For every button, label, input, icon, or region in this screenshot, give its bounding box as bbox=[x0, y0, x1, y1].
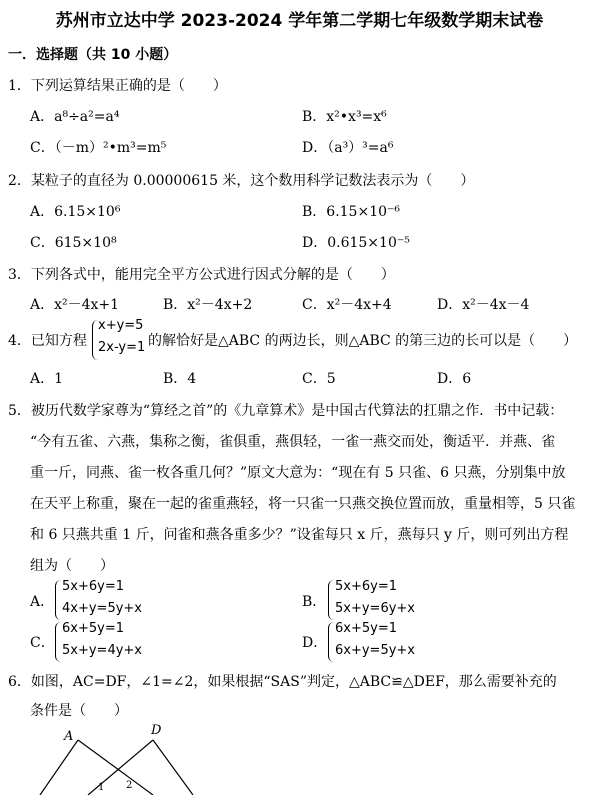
q6-label-angle-2: 2 bbox=[126, 780, 133, 791]
q4-eq2: 2x-y=1 bbox=[98, 340, 146, 355]
q6-label-angle-1: 1 bbox=[98, 782, 105, 793]
q5-b-eq1: 5x+6y=1 bbox=[335, 579, 397, 594]
q5-option-d-label: D． bbox=[302, 635, 328, 651]
q5-line-2: “今有五雀、六燕，集称之衡，雀俱重，燕俱轻，一雀一燕交而处，衡适平．并燕、雀 bbox=[30, 434, 556, 450]
q4-option-d: D．6 bbox=[437, 371, 472, 387]
q3-option-d: D．x²－4x－4 bbox=[437, 297, 530, 313]
q4-option-a: A．1 bbox=[30, 371, 64, 387]
q5-option-c-system bbox=[62, 618, 142, 662]
q5-line-4: 在天平上称重，聚在一起的雀重燕轻，将一只雀一只燕交换位置而放，重量相等，5 只雀 bbox=[30, 496, 576, 512]
q4-stem-pre: 4．已知方程 bbox=[8, 333, 87, 349]
q6-label-a: A bbox=[64, 729, 74, 744]
q5-b-brace bbox=[328, 580, 334, 620]
q5-option-a-label: A． bbox=[30, 594, 55, 610]
q5-line-5: 和 6 只燕共重 1 斤，问雀和燕各重多少？”设雀每只 x 斤，燕每只 y 斤，则可列出方程 bbox=[30, 527, 569, 543]
q3-option-c: C．x²－4x+4 bbox=[302, 297, 392, 313]
q6-segment-ac bbox=[78, 740, 153, 795]
q2-option-b: B．6.15×10⁻⁶ bbox=[302, 204, 401, 220]
q5-line-3: 重一斤，同燕、雀一枚各重几何？”原文大意为：“现在有 5 只雀、6 只燕，分别集中放 bbox=[30, 465, 566, 481]
q3-option-b: B．x²－4x+2 bbox=[163, 297, 253, 313]
q5-a-eq1: 5x+6y=1 bbox=[62, 579, 124, 594]
q4-equation-system bbox=[98, 315, 145, 359]
q1-stem: 1．下列运算结果正确的是（ ） bbox=[8, 78, 227, 94]
q1-option-d: D．（a³）³=a⁶ bbox=[302, 140, 394, 156]
q6-segment-df bbox=[153, 740, 193, 795]
q3-stem: 3．下列各式中，能用完全平方公式进行因式分解的是（ ） bbox=[8, 267, 395, 283]
q1-option-b: B．x²•x³=x⁶ bbox=[302, 109, 387, 125]
q5-option-a-system bbox=[62, 576, 142, 620]
q2-option-d: D．0.615×10⁻⁵ bbox=[302, 235, 410, 251]
q5-option-d-system bbox=[335, 618, 415, 662]
q5-c-eq2: 5x+y=4y+x bbox=[62, 643, 142, 658]
q5-b-eq2: 5x+y=6y+x bbox=[335, 601, 415, 616]
q5-a-eq2: 4x+y=5y+x bbox=[62, 601, 142, 616]
page-title: 苏州市立达中学 2023-2024 学年第二学期七年级数学期末试卷 bbox=[55, 11, 544, 31]
q4-stem-post: 的解恰好是△ABC 的两边长，则△ABC 的第三边的长可以是（ ） bbox=[148, 333, 578, 349]
q4-option-b: B．4 bbox=[163, 371, 197, 387]
section-heading: 一．选择题（共 10 小题） bbox=[8, 47, 178, 63]
q6-triangle-figure bbox=[28, 722, 208, 795]
q5-a-brace bbox=[55, 580, 61, 620]
q2-option-a: A．6.15×10⁶ bbox=[30, 204, 121, 220]
q5-line-1: 5．被历代数学家尊为“算经之首”的《九章算术》是中国古代算法的扛鼎之作．书中记载： bbox=[8, 403, 564, 419]
q2-stem: 2．某粒子的直径为 0.00000615 米，这个数用科学记数法表示为（ ） bbox=[8, 173, 475, 189]
q6-label-d: D bbox=[151, 723, 162, 738]
q1-option-a: A．a⁸÷a²=a⁴ bbox=[30, 109, 120, 125]
q1-option-c: C．（－m）²•m³=m⁵ bbox=[30, 140, 167, 156]
q4-option-c: C．5 bbox=[302, 371, 336, 387]
q5-c-eq1: 6x+5y=1 bbox=[62, 621, 124, 636]
q5-option-c-label: C． bbox=[30, 635, 55, 651]
q6-line-1: 6．如图，AC=DF，∠1=∠2，如果根据“SAS”判定，△ABC≌△DEF，那么需要补充的 bbox=[8, 674, 557, 690]
q5-d-brace bbox=[328, 622, 334, 662]
q5-d-eq2: 6x+y=5y+x bbox=[335, 643, 415, 658]
q6-segment-ab bbox=[40, 740, 78, 795]
q4-eq1: x+y=5 bbox=[98, 318, 144, 333]
q5-c-brace bbox=[55, 622, 61, 662]
q5-line-6: 组为（ ） bbox=[30, 558, 114, 574]
q5-d-eq1: 6x+5y=1 bbox=[335, 621, 397, 636]
q2-option-c: C．615×10⁸ bbox=[30, 235, 117, 251]
q3-option-a: A．x²－4x+1 bbox=[30, 297, 120, 313]
q5-option-b-label: B． bbox=[302, 594, 327, 610]
q6-line-2: 条件是（ ） bbox=[30, 703, 128, 719]
q5-option-b-system bbox=[335, 576, 415, 620]
